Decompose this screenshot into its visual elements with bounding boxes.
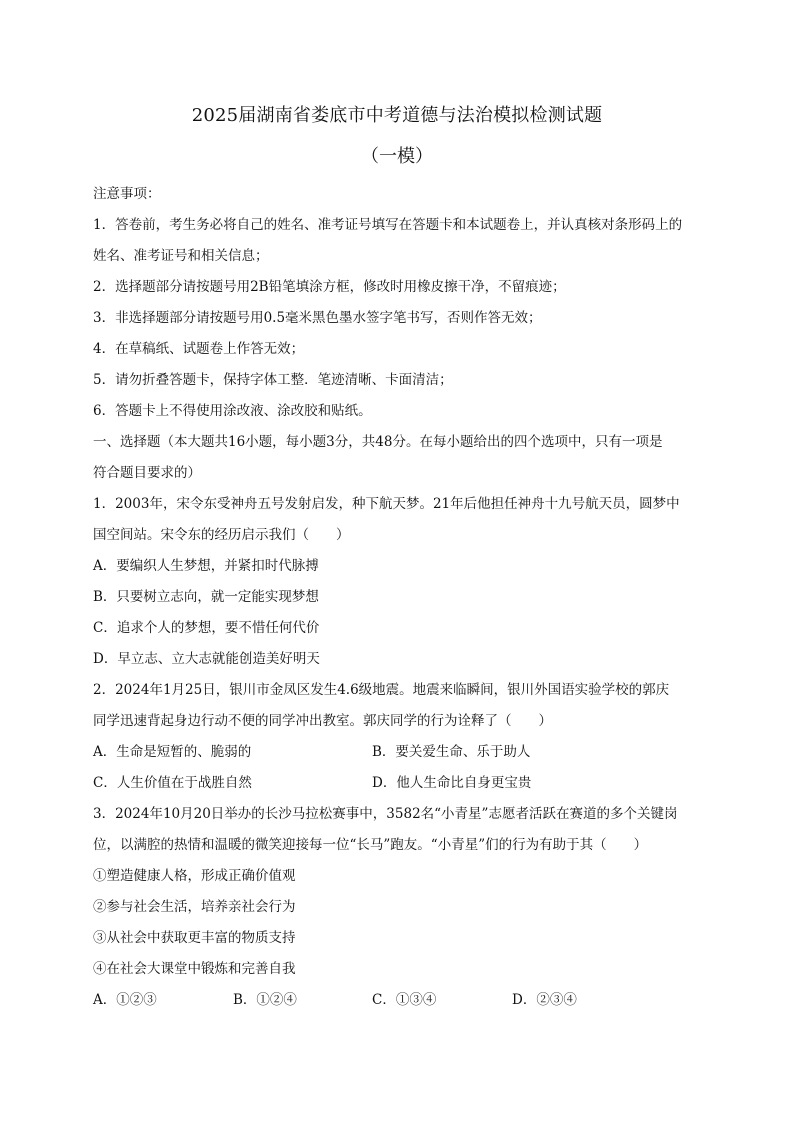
section-heading: 一、选择题（本大题共16小题，每小题3分，共48分。在每小题给出的四个选项中，只有一项是: [93, 434, 663, 450]
notice-item-4: 4．在草稿纸、试题卷上作答无效；: [93, 341, 305, 357]
question-3-stem: 3．2024年10月20日举办的长沙马拉松赛事中，3582名“小青星”志愿者活跃在赛道的多个关键岗: [93, 806, 678, 822]
question-2-stem: 2．2024年1月25日，银川市金凤区发生4.6级地震。地震来临瞬间，银川外国语实验学校的郭庆: [93, 682, 670, 698]
question-1-option-c: C．追求个人的梦想，要不惜任何代价: [93, 620, 320, 636]
question-3-statement-4: ④在社会大课堂中锻炼和完善自我: [93, 961, 296, 977]
notice-item-1: 1．答卷前，考生务必将自己的姓名、准考证号填写在答题卡和本试题卷上，并认真核对条形码上的: [93, 217, 683, 233]
question-3-statement-3: ③从社会中获取更丰富的物质支持: [93, 930, 296, 946]
question-2-option-d: D．他人生命比自身更宝贵: [372, 775, 532, 791]
question-3-option-c: C．①③④: [372, 992, 437, 1008]
question-2-option-b: B．要关爱生命、乐于助人: [372, 744, 531, 760]
question-3-option-a: A．①②③: [93, 992, 157, 1008]
exam-subtitle: （一模）: [361, 146, 433, 167]
question-3-statement-2: ②参与社会生活，培养亲社会行为: [93, 899, 296, 915]
notice-item-3: 3．非选择题部分请按题号用0.5毫米黑色墨水签字笔书写，否则作答无效；: [93, 310, 542, 326]
question-3-option-d: D．②③④: [512, 992, 577, 1008]
exam-title: 2025届湖南省娄底市中考道德与法治模拟检测试题: [191, 105, 603, 126]
question-1-stem: 1．2003年，宋令东受神舟五号发射启发，种下航天梦。21年后他担任神舟十九号航天员，圆梦中: [93, 496, 680, 512]
question-1-option-a: A．要编织人生梦想，并紧扣时代脉搏: [93, 558, 319, 574]
question-1-option-b: B．只要树立志向，就一定能实现梦想: [93, 589, 319, 605]
question-1-option-d: D．早立志、立大志就能创造美好明天: [93, 651, 320, 667]
question-3-option-b: B．①②④: [233, 992, 297, 1008]
notice-item-1-cont: 姓名、准考证号和相关信息；: [93, 248, 269, 264]
section-heading-cont: 符合题目要求的）: [93, 465, 201, 481]
notice-item-2: 2．选择题部分请按题号用2B铅笔填涂方框，修改时用橡皮擦干净，不留痕迹；: [93, 279, 566, 295]
question-1-stem-cont: 国空间站。宋令东的经历启示我们（ ）: [93, 527, 350, 543]
question-3-stem-cont: 位，以满腔的热情和温暖的微笑迎接每一位“长马”跑友。“小青星”们的行为有助于其（ ）: [93, 837, 648, 853]
question-3-statement-1: ①塑造健康人格，形成正确价值观: [93, 868, 296, 884]
question-2-option-c: C．人生价值在于战胜自然: [93, 775, 252, 791]
question-2-option-a: A．生命是短暂的、脆弱的: [93, 744, 252, 760]
question-2-stem-cont: 同学迅速背起身边行动不便的同学冲出教室。郭庆同学的行为诠释了（ ）: [93, 713, 552, 729]
notice-heading: 注意事项：: [93, 186, 161, 202]
notice-item-6: 6．答题卡上不得使用涂改液、涂改胶和贴纸。: [93, 403, 372, 419]
notice-item-5: 5．请勿折叠答题卡，保持字体工整．笔迹清晰、卡面清洁；: [93, 372, 453, 388]
